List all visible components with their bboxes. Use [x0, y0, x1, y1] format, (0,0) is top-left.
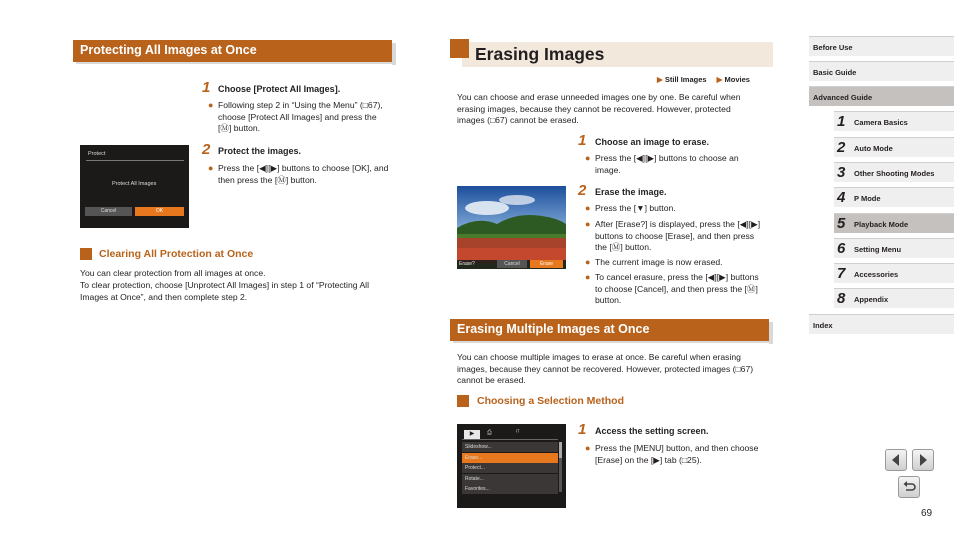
ok-option: OK — [135, 207, 184, 216]
nav-chapter-6[interactable] — [834, 238, 954, 258]
erase-option: Erase — [530, 260, 563, 268]
menu-item: Protect... — [462, 463, 558, 473]
chapter-label: Other Shooting Modes — [854, 169, 935, 178]
nav-label: Index — [813, 321, 833, 330]
chapter-label: Accessories — [854, 270, 899, 279]
section-title: Protecting All Images at Once — [80, 43, 257, 57]
intro-paragraph: You can choose and erase unneeded images one by one. Be careful when erasing images, because they cannot be recovered. However, protected images (□67) cannot be erased. — [457, 92, 741, 125]
chapter-number: 2 — [837, 139, 846, 156]
step-bullet: ● The current image is now erased. — [585, 257, 723, 267]
camera-screen-menu — [457, 424, 566, 508]
step-number-1: 1 — [578, 421, 587, 438]
paragraph: You can choose multiple images to erase at once. Be careful when erasing images, because they cannot be recovered. However, protected images (□67) cannot be erased. — [457, 352, 754, 385]
erase-prompt: Erase? — [459, 261, 475, 267]
page-title: Erasing Images — [475, 44, 605, 64]
step-number-2: 2 — [202, 141, 211, 158]
step-number-1: 1 — [578, 132, 587, 149]
nav-chapter-8[interactable] — [834, 288, 954, 308]
section-header-protect-all — [73, 40, 392, 62]
menu-item: Erase... — [462, 453, 558, 463]
divider — [86, 160, 184, 161]
divider — [76, 62, 396, 64]
subsection-title: Clearing All Protection at Once — [99, 248, 254, 260]
cancel-option: Cancel — [497, 260, 527, 268]
scrollbar — [559, 442, 562, 492]
chapter-number: 7 — [837, 265, 846, 282]
paragraph: You can clear protection from all images at once. — [80, 268, 266, 278]
chapter-label: Setting Menu — [854, 245, 902, 254]
step-number-1: 1 — [202, 79, 211, 96]
camera-screen-erase — [457, 186, 566, 269]
step-bullet: ● Press the [◀][▶] buttons to choose an image. — [585, 153, 739, 175]
bullet-text: Press the [▼] button. — [595, 203, 676, 213]
prev-page-button[interactable] — [885, 449, 907, 471]
step-title: Choose [Protect All Images]. — [218, 84, 341, 94]
nav-chapter-2[interactable] — [834, 137, 954, 157]
screen-title: Protect — [88, 151, 106, 157]
playback-tab-icon: ▶ — [464, 430, 480, 439]
bullet-text: The current image is now erased. — [595, 257, 723, 267]
subsection-marker — [80, 248, 92, 260]
bullet-text: Press the [◀][▶] buttons to choose [OK], and then press the [Ⓜ] button. — [218, 163, 389, 185]
bullet-text: After [Erase?] is displayed, press the [◀][▶] buttons to choose [Erase], and then press the [Ⓜ] button. — [595, 219, 761, 252]
step-title: Choose an image to erase. — [595, 137, 710, 147]
step-title: Access the setting screen. — [595, 426, 709, 436]
paragraph: To clear protection, choose [Unprotect All Images] in step 1 of “Protecting All Images at Once”, and then complete step 2. — [80, 280, 369, 302]
chapter-number: 6 — [837, 240, 846, 257]
divider — [453, 341, 773, 343]
mode-still-images: Still Images — [664, 75, 707, 84]
chapter-label: Auto Mode — [854, 144, 893, 153]
nav-label: Basic Guide — [813, 68, 857, 77]
nav-chapter-7[interactable] — [834, 263, 954, 283]
nav-before-use[interactable] — [809, 36, 954, 56]
nav-index[interactable] — [809, 314, 954, 334]
next-page-button[interactable] — [912, 449, 934, 471]
return-icon — [899, 477, 919, 497]
camera-screen-protect — [80, 145, 189, 228]
step-number-2: 2 — [578, 182, 587, 199]
landscape-photo — [457, 186, 566, 269]
left-arrow-icon — [886, 450, 906, 470]
bullet-text: Press the [MENU] button, and then choose [Erase] on the [▶] tab (□25). — [595, 443, 759, 465]
nav-advanced-guide[interactable] — [809, 86, 954, 106]
settings-tab-icon: ᴵᵀ — [516, 430, 520, 436]
step-bullet: ● Press the [◀][▶] buttons to choose [OK], and then press the [Ⓜ] button. — [208, 163, 389, 185]
chapter-label: Playback Mode — [854, 220, 909, 229]
step-bullet: ● After [Erase?] is displayed, press the [◀][▶] buttons to choose [Erase], and then press the [Ⓜ] button. — [585, 219, 761, 252]
mode-tags — [657, 75, 750, 84]
nav-chapter-1[interactable] — [834, 111, 954, 131]
section-header-erase-multiple — [450, 319, 769, 341]
menu-list — [462, 442, 558, 495]
bullet-text: Following step 2 in “Using the Menu” (□67), choose [Protect All Images] and press the [Ⓜ] button. — [218, 100, 383, 133]
nav-chapter-5[interactable] — [834, 213, 954, 233]
step-title: Protect the images. — [218, 146, 302, 156]
page-number: 69 — [921, 508, 933, 519]
subsection-title: Choosing a Selection Method — [477, 395, 625, 407]
step-title: Erase the image. — [595, 187, 667, 197]
mode-movies: Movies — [724, 75, 750, 84]
bullet-text: To cancel erasure, press the [◀][▶] buttons to choose [Cancel], and then press the [Ⓜ] button. — [595, 272, 759, 305]
right-arrow-icon — [913, 450, 933, 470]
nav-chapter-4[interactable] — [834, 187, 954, 207]
step-bullet: ● To cancel erasure, press the [◀][▶] buttons to choose [Cancel], and then press the [Ⓜ] button. — [585, 272, 759, 305]
play-icon: ▶ — [716, 75, 723, 84]
print-tab-icon: ⎙ — [487, 430, 492, 436]
chapter-label: P Mode — [854, 194, 881, 203]
chapter-number: 4 — [837, 189, 846, 206]
nav-chapter-3[interactable] — [834, 162, 954, 182]
chapter-number: 3 — [837, 164, 846, 181]
menu-item: Rotate... — [462, 474, 558, 484]
scrollbar-thumb — [559, 442, 562, 458]
chapter-label: Camera Basics — [854, 118, 908, 127]
nav-label: Before Use — [813, 43, 853, 52]
step-bullet: ● Press the [▼] button. — [585, 203, 676, 213]
screen-message: Protect All Images — [112, 181, 157, 187]
bullet-text: Press the [◀][▶] buttons to choose an image. — [595, 153, 739, 175]
menu-item: Favorites... — [462, 484, 558, 494]
chapter-number: 8 — [837, 290, 846, 307]
cancel-option: Cancel — [85, 207, 132, 216]
nav-label: Advanced Guide — [813, 93, 873, 102]
step-bullet: ● Following step 2 in “Using the Menu” (□67), choose [Protect All Images] and press the [Ⓜ] button. — [208, 100, 383, 133]
chapter-number: 5 — [837, 215, 846, 232]
play-icon: ▶ — [657, 75, 663, 84]
nav-basic-guide[interactable] — [809, 61, 954, 81]
step-bullet: ● Press the [MENU] button, and then choose [Erase] on the [▶] tab (□25). — [585, 443, 759, 465]
return-button[interactable] — [898, 476, 920, 498]
menu-item: Slideshow... — [462, 442, 558, 452]
title-marker — [450, 39, 469, 58]
section-title: Erasing Multiple Images at Once — [457, 322, 650, 336]
chapter-label: Appendix — [854, 295, 889, 304]
menu-tabs — [462, 429, 558, 440]
chapter-number: 1 — [837, 113, 846, 130]
subsection-marker — [457, 395, 469, 407]
